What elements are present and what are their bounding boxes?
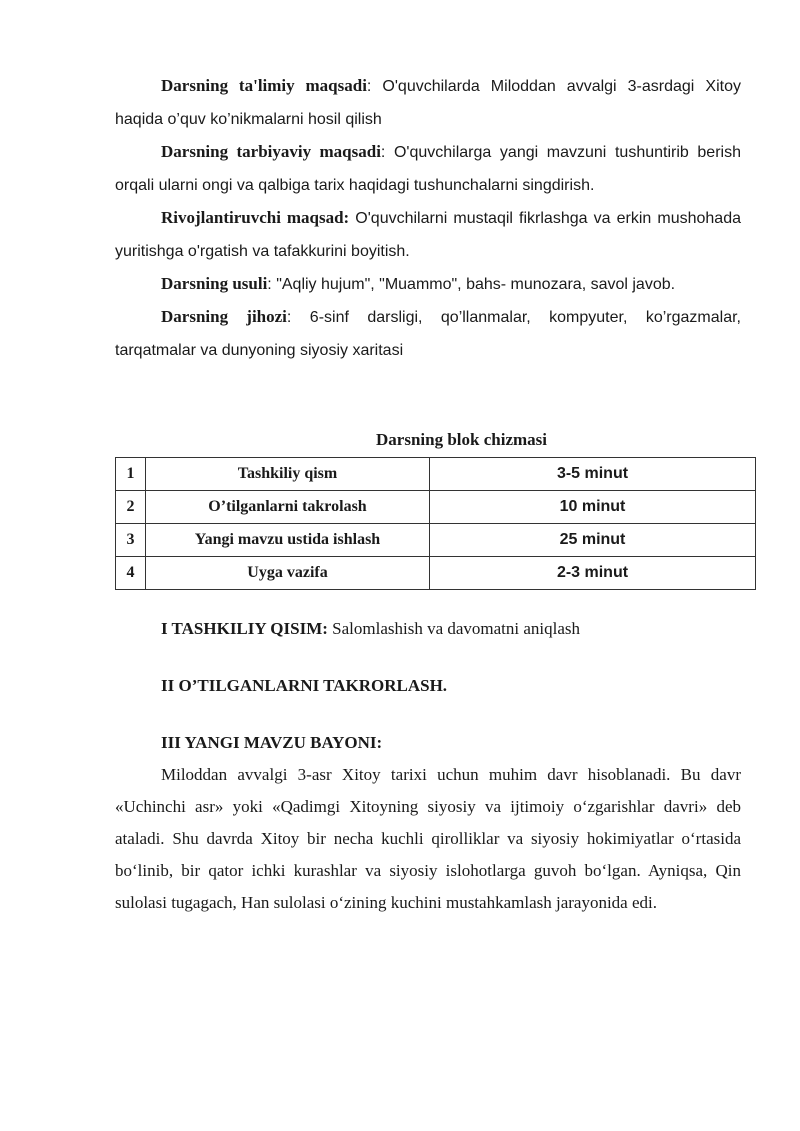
row-duration: 3-5 minut [430, 458, 756, 491]
block-table [115, 457, 756, 590]
row-number: 4 [116, 557, 146, 590]
section-organizational-label: I TASHKILIY QISIM: [161, 619, 328, 638]
equipment-label: Darsning jihozi [161, 307, 287, 326]
row-stage: Yangi mavzu ustida ishlash [146, 524, 430, 557]
educational-goal-paragraph [115, 70, 741, 136]
upbringing-goal-text: : O'quvchilarga yangi mavzuni tushuntirib berish orqali ularni ongi va qalbiga tarix haqidagi tushunchalarni singdirish. [115, 144, 741, 194]
spacer [115, 367, 741, 429]
equipment-paragraph [115, 301, 741, 367]
method-text: : "Aqliy hujum", "Muammo", bahs- munozara, savol javob. [267, 276, 676, 293]
developmental-goal-paragraph [115, 202, 741, 268]
table-row [116, 458, 756, 491]
developmental-goal-label: Rivojlantiruvchi maqsad: [161, 208, 350, 227]
row-stage: O’tilganlarni takrolash [146, 491, 430, 524]
upbringing-goal-paragraph [115, 136, 741, 202]
educational-goal-text: : O'quvchilarda Miloddan avvalgi 3-asrdagi Xitoy haqida o’quv ko’nikmalarni hosil qilish [115, 78, 741, 128]
document-page [115, 70, 741, 919]
section-review-heading: II O’TILGANLARNI TAKRORLASH. [161, 676, 448, 695]
row-number: 2 [116, 491, 146, 524]
row-duration: 10 minut [430, 491, 756, 524]
equipment-text: : 6-sinf darsligi, qo’llanmalar, kompyuter, ko’rgazmalar, tarqatmalar va dunyoning siyosiy xaritasi [115, 309, 741, 359]
developmental-goal-text: O'quvchilarni mustaqil fikrlashga va erkin mushohada yuritishga o'rgatish va tafakkurini boyitish. [115, 210, 742, 260]
row-stage: Tashkiliy qism [146, 458, 430, 491]
section-organizational-text: Salomlashish va davomatni aniqlash [327, 619, 581, 638]
new-topic-body: Miloddan avvalgi 3-asr Xitoy tarixi uchun muhim davr hisoblanadi. Bu davr «Uchinchi asr» yoki «Qadimgi Xitoyning siyosiy va ijtimoiy o‘zgarishlar davri» deb ataladi. Shu davrda Xitoy bir necha kuchli qirolliklar va siyosiy hokimiyatlar o‘rtasida bo‘linib, bir qator ichki kurashlar va siyosiy islohotlarga guvoh bo‘lgan. Ayniqsa, Qin sulolasi tugagach, Han sulolasi o‘zining kuchini mustahkamlash jarayonida edi. [115, 765, 741, 912]
row-number: 3 [116, 524, 146, 557]
method-paragraph [115, 268, 741, 301]
block-table-title: Darsning blok chizmasi [376, 430, 547, 449]
row-stage: Uyga vazifa [146, 557, 430, 590]
upbringing-goal-label: Darsning tarbiyaviy maqsadi [161, 142, 381, 161]
educational-goal-label: Darsning ta'limiy maqsadi [161, 76, 367, 95]
method-label: Darsning usuli [161, 274, 268, 293]
table-row [116, 491, 756, 524]
row-number: 1 [116, 458, 146, 491]
section-new-topic-heading: III YANGI MAVZU BAYONI: [161, 733, 383, 752]
table-row [116, 524, 756, 557]
section-organizational [115, 618, 741, 640]
row-duration: 25 minut [430, 524, 756, 557]
table-row [116, 557, 756, 590]
row-duration: 2-3 minut [430, 557, 756, 590]
